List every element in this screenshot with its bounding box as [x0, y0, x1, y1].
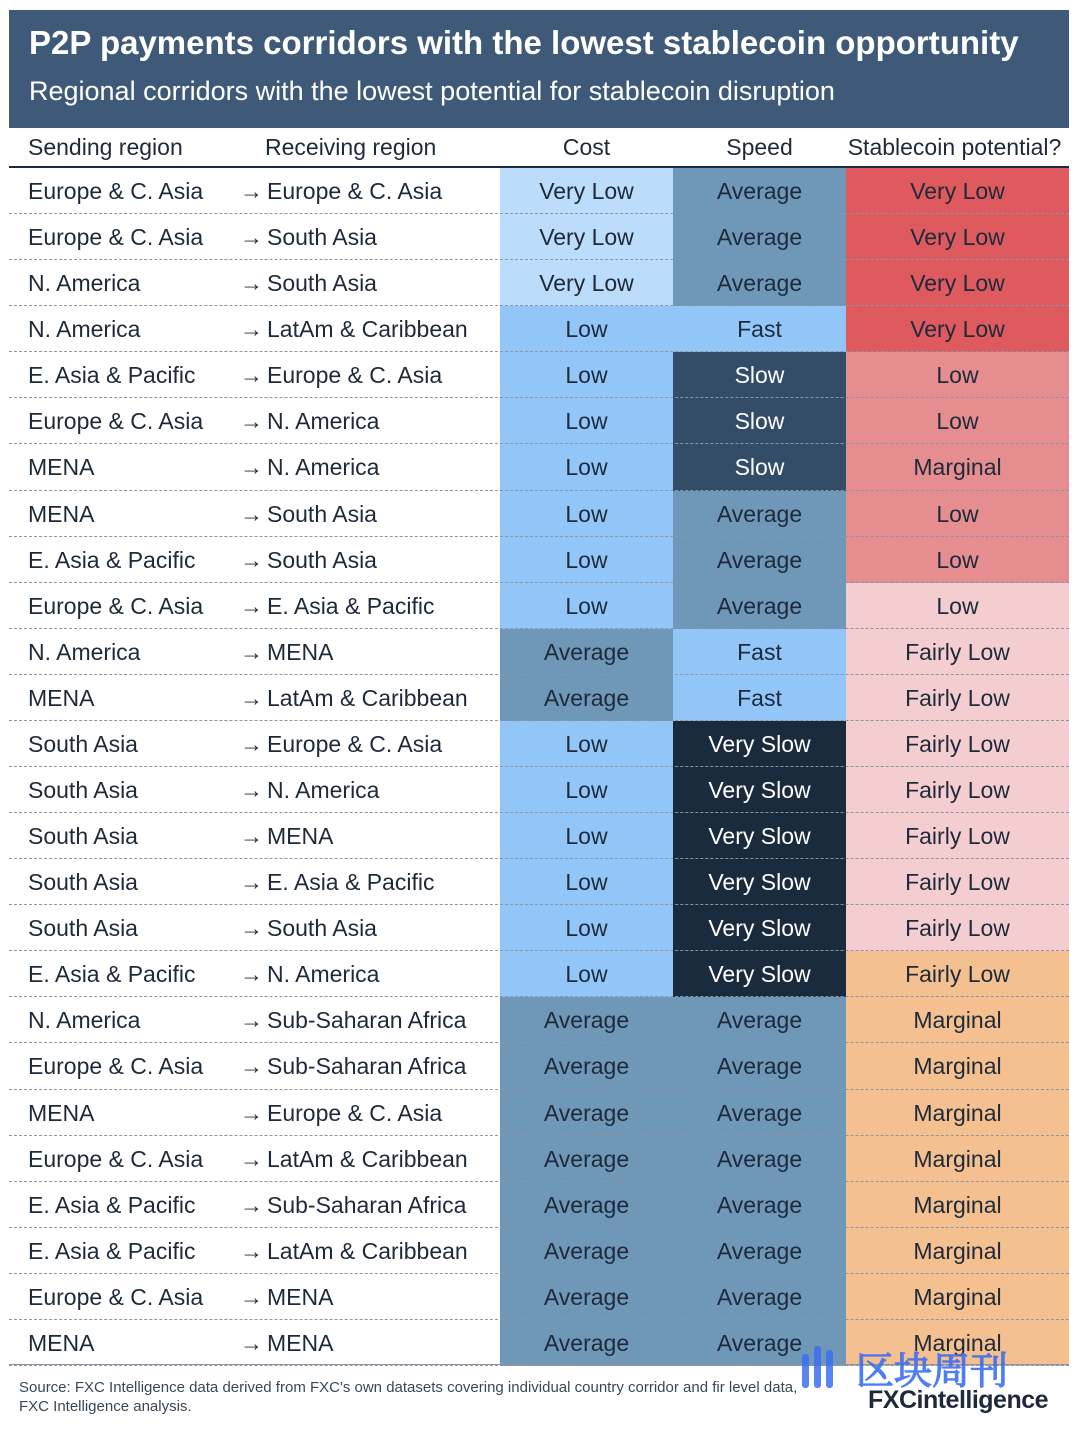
cost-cell: Low: [500, 767, 673, 813]
table-row: [9, 859, 1069, 905]
arrow-right-icon: →: [240, 730, 263, 757]
stablecoin-potential-cell: Marginal: [846, 1274, 1069, 1320]
receiving-region-label: N. America: [267, 961, 380, 988]
cost-cell: Low: [500, 306, 673, 352]
receiving-region-label: Europe & C. Asia: [267, 362, 443, 389]
sending-region: Europe & C. Asia: [28, 1283, 204, 1310]
fxc-logo: FXCintelligence: [868, 1386, 1049, 1414]
arrow-right-icon: →: [240, 362, 263, 389]
speed-cell: Average: [673, 260, 846, 306]
cost-cell: Very Low: [500, 168, 673, 214]
speed-cell: Very Slow: [673, 951, 846, 997]
receiving-region-label: N. America: [267, 777, 380, 804]
speed-cell: Fast: [673, 306, 846, 352]
receiving-region-label: South Asia: [267, 546, 377, 573]
column-header-sending: Sending region: [28, 134, 183, 160]
cost-cell: Average: [500, 1136, 673, 1182]
receiving-region: [240, 813, 333, 859]
cost-cell: Average: [500, 1090, 673, 1136]
speed-cell: Average: [673, 1320, 846, 1366]
stablecoin-potential-cell: Low: [846, 583, 1069, 629]
receiving-region: [240, 859, 434, 905]
stablecoin-potential-cell: Low: [846, 352, 1069, 398]
receiving-region: [240, 951, 379, 997]
receiving-region-label: N. America: [267, 454, 380, 481]
speed-cell: Slow: [673, 398, 846, 444]
cost-cell: Low: [500, 905, 673, 951]
sending-region: South Asia: [28, 823, 138, 850]
sending-region: E. Asia & Pacific: [28, 546, 196, 573]
corridor-table: [9, 168, 1069, 1366]
cost-cell: Average: [500, 1228, 673, 1274]
speed-cell: Very Slow: [673, 905, 846, 951]
stablecoin-potential-cell: Fairly Low: [846, 629, 1069, 675]
table-row: [9, 1090, 1069, 1136]
table-row: [9, 1182, 1069, 1228]
cost-cell: Low: [500, 583, 673, 629]
cost-cell: Very Low: [500, 214, 673, 260]
receiving-region: [240, 675, 468, 721]
column-header-cost: Cost: [562, 134, 611, 160]
speed-cell: Average: [673, 1228, 846, 1274]
receiving-region: [240, 905, 377, 951]
receiving-region: [240, 1228, 468, 1274]
stablecoin-potential-cell: Marginal: [846, 997, 1069, 1043]
receiving-region-label: Sub-Saharan Africa: [267, 1007, 467, 1034]
receiving-region: [240, 537, 377, 583]
receiving-region-label: N. America: [267, 408, 380, 435]
page-title: P2P payments corridors with the lowest stablecoin opportunity: [29, 24, 1019, 61]
cost-cell: Average: [500, 997, 673, 1043]
stablecoin-potential-cell: Fairly Low: [846, 859, 1069, 905]
sending-region: Europe & C. Asia: [28, 178, 204, 204]
receiving-region: [240, 1043, 466, 1089]
sending-region: South Asia: [28, 915, 138, 942]
stablecoin-potential-cell: Very Low: [846, 260, 1069, 306]
stablecoin-potential-cell: Marginal: [846, 1136, 1069, 1182]
stablecoin-potential-cell: Fairly Low: [846, 675, 1069, 721]
stablecoin-potential-cell: Marginal: [846, 1228, 1069, 1274]
receiving-region-label: LatAm & Caribbean: [267, 684, 468, 711]
receiving-region: [240, 260, 377, 306]
stablecoin-potential-cell: Low: [846, 398, 1069, 444]
table-row: [9, 352, 1069, 398]
table-row: [9, 444, 1069, 490]
table-row: [9, 168, 1069, 214]
table-row: [9, 214, 1069, 260]
arrow-right-icon: →: [240, 316, 263, 343]
arrow-right-icon: →: [240, 1099, 263, 1126]
receiving-region: [240, 1182, 466, 1228]
speed-cell: Average: [673, 1274, 846, 1320]
receiving-region: [240, 1090, 442, 1136]
receiving-region: [240, 1274, 333, 1320]
receiving-region-label: Europe & C. Asia: [267, 730, 443, 757]
table-row: [9, 675, 1069, 721]
table-row: [9, 583, 1069, 629]
table-row: [9, 997, 1069, 1043]
speed-cell: Very Slow: [673, 813, 846, 859]
column-header-potential: Stablecoin potential?: [847, 134, 1062, 160]
speed-cell: Average: [673, 491, 846, 537]
stablecoin-potential-cell: Low: [846, 491, 1069, 537]
sending-region: South Asia: [28, 777, 138, 804]
stablecoin-potential-cell: Marginal: [846, 1043, 1069, 1089]
arrow-right-icon: →: [240, 592, 263, 619]
receiving-region: [240, 306, 468, 352]
stablecoin-potential-cell: Very Low: [846, 214, 1069, 260]
receiving-region-label: Europe & C. Asia: [267, 1099, 443, 1126]
cost-cell: Average: [500, 1320, 673, 1366]
speed-cell: Average: [673, 168, 846, 214]
sending-region: N. America: [28, 1007, 141, 1034]
receiving-region: [240, 721, 442, 767]
receiving-region-label: LatAm & Caribbean: [267, 1237, 468, 1264]
stablecoin-potential-cell: Fairly Low: [846, 951, 1069, 997]
stablecoin-potential-cell: Low: [846, 537, 1069, 583]
sending-region: MENA: [28, 684, 95, 711]
stablecoin-potential-cell: Very Low: [846, 168, 1069, 214]
cost-cell: Average: [500, 1182, 673, 1228]
arrow-right-icon: →: [240, 1283, 263, 1310]
receiving-region-label: MENA: [267, 638, 334, 665]
receiving-region: [240, 352, 442, 398]
arrow-right-icon: →: [240, 500, 263, 527]
sending-region: MENA: [28, 454, 95, 481]
arrow-right-icon: →: [240, 684, 263, 711]
receiving-region: [240, 629, 333, 675]
cost-cell: Low: [500, 951, 673, 997]
speed-cell: Fast: [673, 629, 846, 675]
cost-cell: Average: [500, 1274, 673, 1320]
table-row: [9, 306, 1069, 352]
table-row: [9, 398, 1069, 444]
stablecoin-potential-cell: Marginal: [846, 1090, 1069, 1136]
table-row: [9, 491, 1069, 537]
arrow-right-icon: →: [240, 1191, 263, 1218]
sending-region: Europe & C. Asia: [28, 592, 204, 619]
sending-region: E. Asia & Pacific: [28, 961, 196, 988]
cost-cell: Average: [500, 675, 673, 721]
arrow-right-icon: →: [240, 408, 263, 435]
cost-cell: Low: [500, 813, 673, 859]
table-row: [9, 1043, 1069, 1089]
arrow-right-icon: →: [240, 869, 263, 896]
sending-region: MENA: [28, 1099, 95, 1126]
stablecoin-potential-cell: Marginal: [846, 1320, 1069, 1366]
speed-cell: Average: [673, 583, 846, 629]
receiving-region-label: MENA: [267, 823, 334, 850]
cost-cell: Low: [500, 352, 673, 398]
speed-cell: Average: [673, 537, 846, 583]
receiving-region: [240, 491, 377, 537]
table-row: [9, 1274, 1069, 1320]
arrow-right-icon: →: [240, 1237, 263, 1264]
sending-region: N. America: [28, 270, 141, 297]
arrow-right-icon: →: [240, 224, 263, 251]
column-header-speed: Speed: [726, 134, 793, 160]
watermark-logo: [800, 1340, 1065, 1402]
stablecoin-potential-cell: Marginal: [846, 1182, 1069, 1228]
receiving-region: [240, 997, 466, 1043]
speed-cell: Very Slow: [673, 767, 846, 813]
sending-region: Europe & C. Asia: [28, 1145, 204, 1172]
cost-cell: Very Low: [500, 260, 673, 306]
table-row: [9, 951, 1069, 997]
arrow-right-icon: →: [240, 777, 263, 804]
cost-cell: Low: [500, 859, 673, 905]
table-row: [9, 1136, 1069, 1182]
cost-cell: Average: [500, 1043, 673, 1089]
speed-cell: Average: [673, 1182, 846, 1228]
receiving-region-label: South Asia: [267, 915, 377, 942]
sending-region: Europe & C. Asia: [28, 408, 204, 435]
sending-region: Europe & C. Asia: [28, 224, 204, 251]
arrow-right-icon: →: [240, 823, 263, 850]
arrow-right-icon: →: [240, 638, 263, 665]
receiving-region-label: E. Asia & Pacific: [267, 592, 435, 619]
receiving-region-label: E. Asia & Pacific: [267, 869, 435, 896]
speed-cell: Average: [673, 1043, 846, 1089]
receiving-region-label: MENA: [267, 1329, 334, 1356]
table-row: [9, 629, 1069, 675]
receiving-region: [240, 398, 379, 444]
speed-cell: Very Slow: [673, 859, 846, 905]
arrow-right-icon: →: [240, 915, 263, 942]
arrow-right-icon: →: [240, 546, 263, 573]
speed-cell: Slow: [673, 352, 846, 398]
speed-cell: Slow: [673, 444, 846, 490]
receiving-region: [240, 444, 379, 490]
arrow-right-icon: →: [240, 1053, 263, 1080]
receiving-region: [240, 1320, 333, 1366]
cost-cell: Low: [500, 721, 673, 767]
receiving-region-label: South Asia: [267, 270, 377, 297]
table-row: [9, 1228, 1069, 1274]
table-row: [9, 767, 1069, 813]
sending-region: MENA: [28, 1329, 95, 1356]
speed-cell: Average: [673, 214, 846, 260]
receiving-region-label: South Asia: [267, 224, 377, 251]
arrow-right-icon: →: [240, 1145, 263, 1172]
receiving-region-label: LatAm & Caribbean: [267, 316, 468, 343]
stablecoin-potential-cell: Fairly Low: [846, 905, 1069, 951]
cost-cell: Low: [500, 491, 673, 537]
cost-cell: Low: [500, 537, 673, 583]
receiving-region-label: LatAm & Caribbean: [267, 1145, 468, 1172]
column-header-receiving: Receiving region: [265, 134, 437, 160]
table-row: [9, 813, 1069, 859]
sending-region: N. America: [28, 316, 141, 343]
receiving-region: [240, 583, 434, 629]
table-row: [9, 537, 1069, 583]
table-row: [9, 260, 1069, 306]
stablecoin-potential-cell: Marginal: [846, 444, 1069, 490]
arrow-right-icon: →: [240, 961, 263, 988]
sending-region: South Asia: [28, 730, 138, 757]
sending-region: E. Asia & Pacific: [28, 1237, 196, 1264]
arrow-right-icon: →: [240, 1007, 263, 1034]
table-row: [9, 721, 1069, 767]
arrow-right-icon: →: [240, 270, 263, 297]
sending-region: Europe & C. Asia: [28, 1053, 204, 1080]
arrow-right-icon: →: [240, 178, 263, 204]
speed-cell: Average: [673, 1136, 846, 1182]
speed-cell: Average: [673, 1090, 846, 1136]
receiving-region-label: MENA: [267, 1283, 334, 1310]
speed-cell: Fast: [673, 675, 846, 721]
receiving-region-label: Sub-Saharan Africa: [267, 1191, 467, 1218]
receiving-region: [240, 214, 377, 260]
sending-region: MENA: [28, 500, 95, 527]
speed-cell: Average: [673, 997, 846, 1043]
cost-cell: Low: [500, 444, 673, 490]
source-note: Source: FXC Intelligence data derived from FXC's own datasets covering individual country corridor and fir level data, FXC Intelligence analysis.: [19, 1379, 798, 1415]
stablecoin-potential-cell: Very Low: [846, 306, 1069, 352]
receiving-region-label: Europe & C. Asia: [267, 178, 443, 204]
sending-region: N. America: [28, 638, 141, 665]
receiving-region-label: South Asia: [267, 500, 377, 527]
receiving-region-label: Sub-Saharan Africa: [267, 1053, 467, 1080]
stablecoin-potential-cell: Fairly Low: [846, 721, 1069, 767]
page-subtitle: Regional corridors with the lowest potential for stablecoin disruption: [29, 76, 835, 106]
speed-cell: Very Slow: [673, 721, 846, 767]
arrow-right-icon: →: [240, 454, 263, 481]
sending-region: E. Asia & Pacific: [28, 362, 196, 389]
watermark-text: 区块周刊: [856, 1349, 1009, 1393]
stablecoin-potential-cell: Fairly Low: [846, 767, 1069, 813]
sending-region: South Asia: [28, 869, 138, 896]
sending-region: E. Asia & Pacific: [28, 1191, 196, 1218]
receiving-region: [240, 168, 442, 214]
table-row: [9, 905, 1069, 951]
stablecoin-potential-cell: Fairly Low: [846, 813, 1069, 859]
cost-cell: Low: [500, 398, 673, 444]
cost-cell: Average: [500, 629, 673, 675]
arrow-right-icon: →: [240, 1329, 263, 1356]
receiving-region: [240, 767, 379, 813]
header-banner: [9, 10, 1069, 128]
receiving-region: [240, 1136, 468, 1182]
